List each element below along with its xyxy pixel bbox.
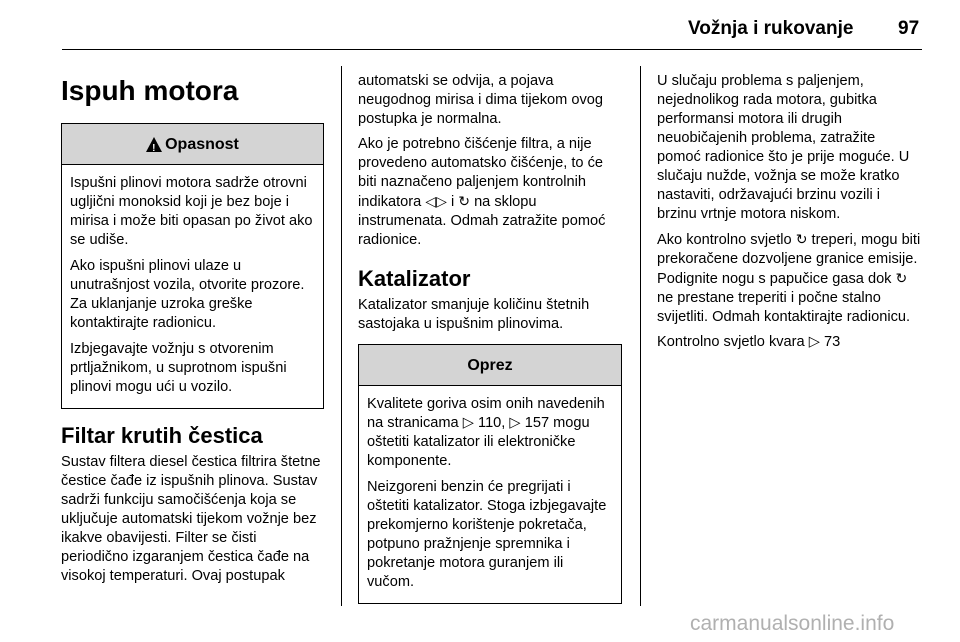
caution-paragraph-2: Neizgoreni benzin će pregrijati i oštetiti katalizator. Stoga izbjegavajte prekomjerno korištenje pokretača, potpuno pražnjenje spremnika i pokretanje motora guranjem ili vučom. — [367, 479, 607, 590]
warning-paragraph-3: Izbjegavajte vožnju s otvorenim prtljažnikom, u suprotnom ispušni plinovi mogu ući u vozilo. — [70, 341, 287, 395]
section-title-filtar: Filtar krutih čestica — [61, 423, 263, 448]
section-title-katalizator: Katalizator — [358, 266, 471, 291]
caution-header: Oprez — [359, 345, 621, 386]
running-header: Vožnja i rukovanje — [688, 18, 854, 39]
filtar-body: Sustav filtera diesel čestica filtrira štetne čestice čađe iz ispušnih plinova. Sustav sadrži funkciju samočišćenja koja se uključuje automatski tijekom vožnje bez ikakve obavijesti. Filter se čisti periodično izgaranjem čestica čađe na visokoj temperaturi. Ovaj postupak — [61, 454, 321, 584]
warning-body — [62, 165, 323, 408]
page-number: 97 — [898, 18, 920, 39]
caution-paragraph-1: Kvalitete goriva osim onih navedenih na stranicama ▷ 110, ▷ 157 mogu oštetiti katalizator ili elektroničke komponente. — [367, 396, 605, 469]
warning-paragraph-1: Ispušni plinovi motora sadrže otrovni ugljični monoksid koji je bez boje i mirisa i može biti opasan po život ako se udiše. — [70, 175, 313, 248]
dpf-indicator-icon: ◁▷ — [425, 193, 447, 209]
page-ref-arrow-icon: ▷ — [462, 415, 474, 431]
column-divider-2 — [640, 66, 641, 606]
malfunction-paragraph-2: Ako kontrolno svjetlo ↻ treperi, mogu biti prekoračene dozvoljene granice emisije. Podignite nogu s papučice gasa dok ↻ ne prestane treperiti i počne stalno svijetliti. Odmah kontaktirajte radionicu. — [657, 231, 921, 325]
column-3 — [657, 72, 922, 358]
column-2 — [358, 72, 622, 604]
page-ref-arrow-icon: ▷ — [509, 415, 521, 431]
katalizator-body: Katalizator smanjuje količinu štetnih sastojaka u ispušnim plinovima. — [358, 297, 590, 332]
malfunction-paragraph-3: Kontrolno svjetlo kvara ▷ 73 — [657, 334, 841, 350]
page-ref-link[interactable]: 157 — [524, 415, 550, 431]
engine-indicator-icon: ↻ — [795, 231, 808, 247]
engine-indicator-icon: ↻ — [458, 193, 470, 209]
column-1 — [61, 75, 324, 592]
header-rule — [62, 49, 922, 50]
malfunction-paragraph-1: U slučaju problema s paljenjem, nejednolikog rada motora, gubitka performansi motora ili drugih neuobičajenih problema, zatražite pomoć radionice što je prije moguće. U slučaju nužde, vožnja se može kratko nastaviti, održavajući brzinu vozili i brzinu vrtnje motora niskom. — [657, 73, 910, 222]
page-ref-arrow-icon: ▷ — [808, 334, 820, 350]
caution-box — [358, 344, 622, 604]
column-divider-1 — [341, 66, 342, 606]
warning-box — [61, 123, 324, 409]
engine-indicator-icon: ↻ — [895, 270, 908, 286]
watermark: carmanualsonline.info — [690, 612, 895, 635]
page-ref-link[interactable]: 73 — [824, 334, 841, 350]
dpf-paragraph-1: automatski se odvija, a pojava neugodnog mirisa i dima tijekom ovog postupka je normalna. — [358, 73, 603, 127]
warning-triangle-icon — [146, 137, 162, 152]
warning-paragraph-2: Ako ispušni plinovi ulaze u unutrašnjost vozila, otvorite prozore. Za uklanjanje uzroka greške kontaktirajte radionicu. — [70, 258, 305, 331]
warning-label: Opasnost — [165, 135, 239, 153]
warning-header — [62, 124, 323, 165]
caution-body — [359, 386, 621, 603]
section-title-ispuh: Ispuh motora — [61, 75, 239, 106]
dpf-paragraph-2: Ako je potrebno čišćenje filtra, a nije provedeno automatsko čišćenje, to će biti naznačeno paljenjem kontrolnih indikatora ◁▷ i ↻ na sklopu instrumenata. Odmah zatražite pomoć radionice. — [358, 136, 606, 248]
page-ref-link[interactable]: 110, — [478, 415, 506, 431]
